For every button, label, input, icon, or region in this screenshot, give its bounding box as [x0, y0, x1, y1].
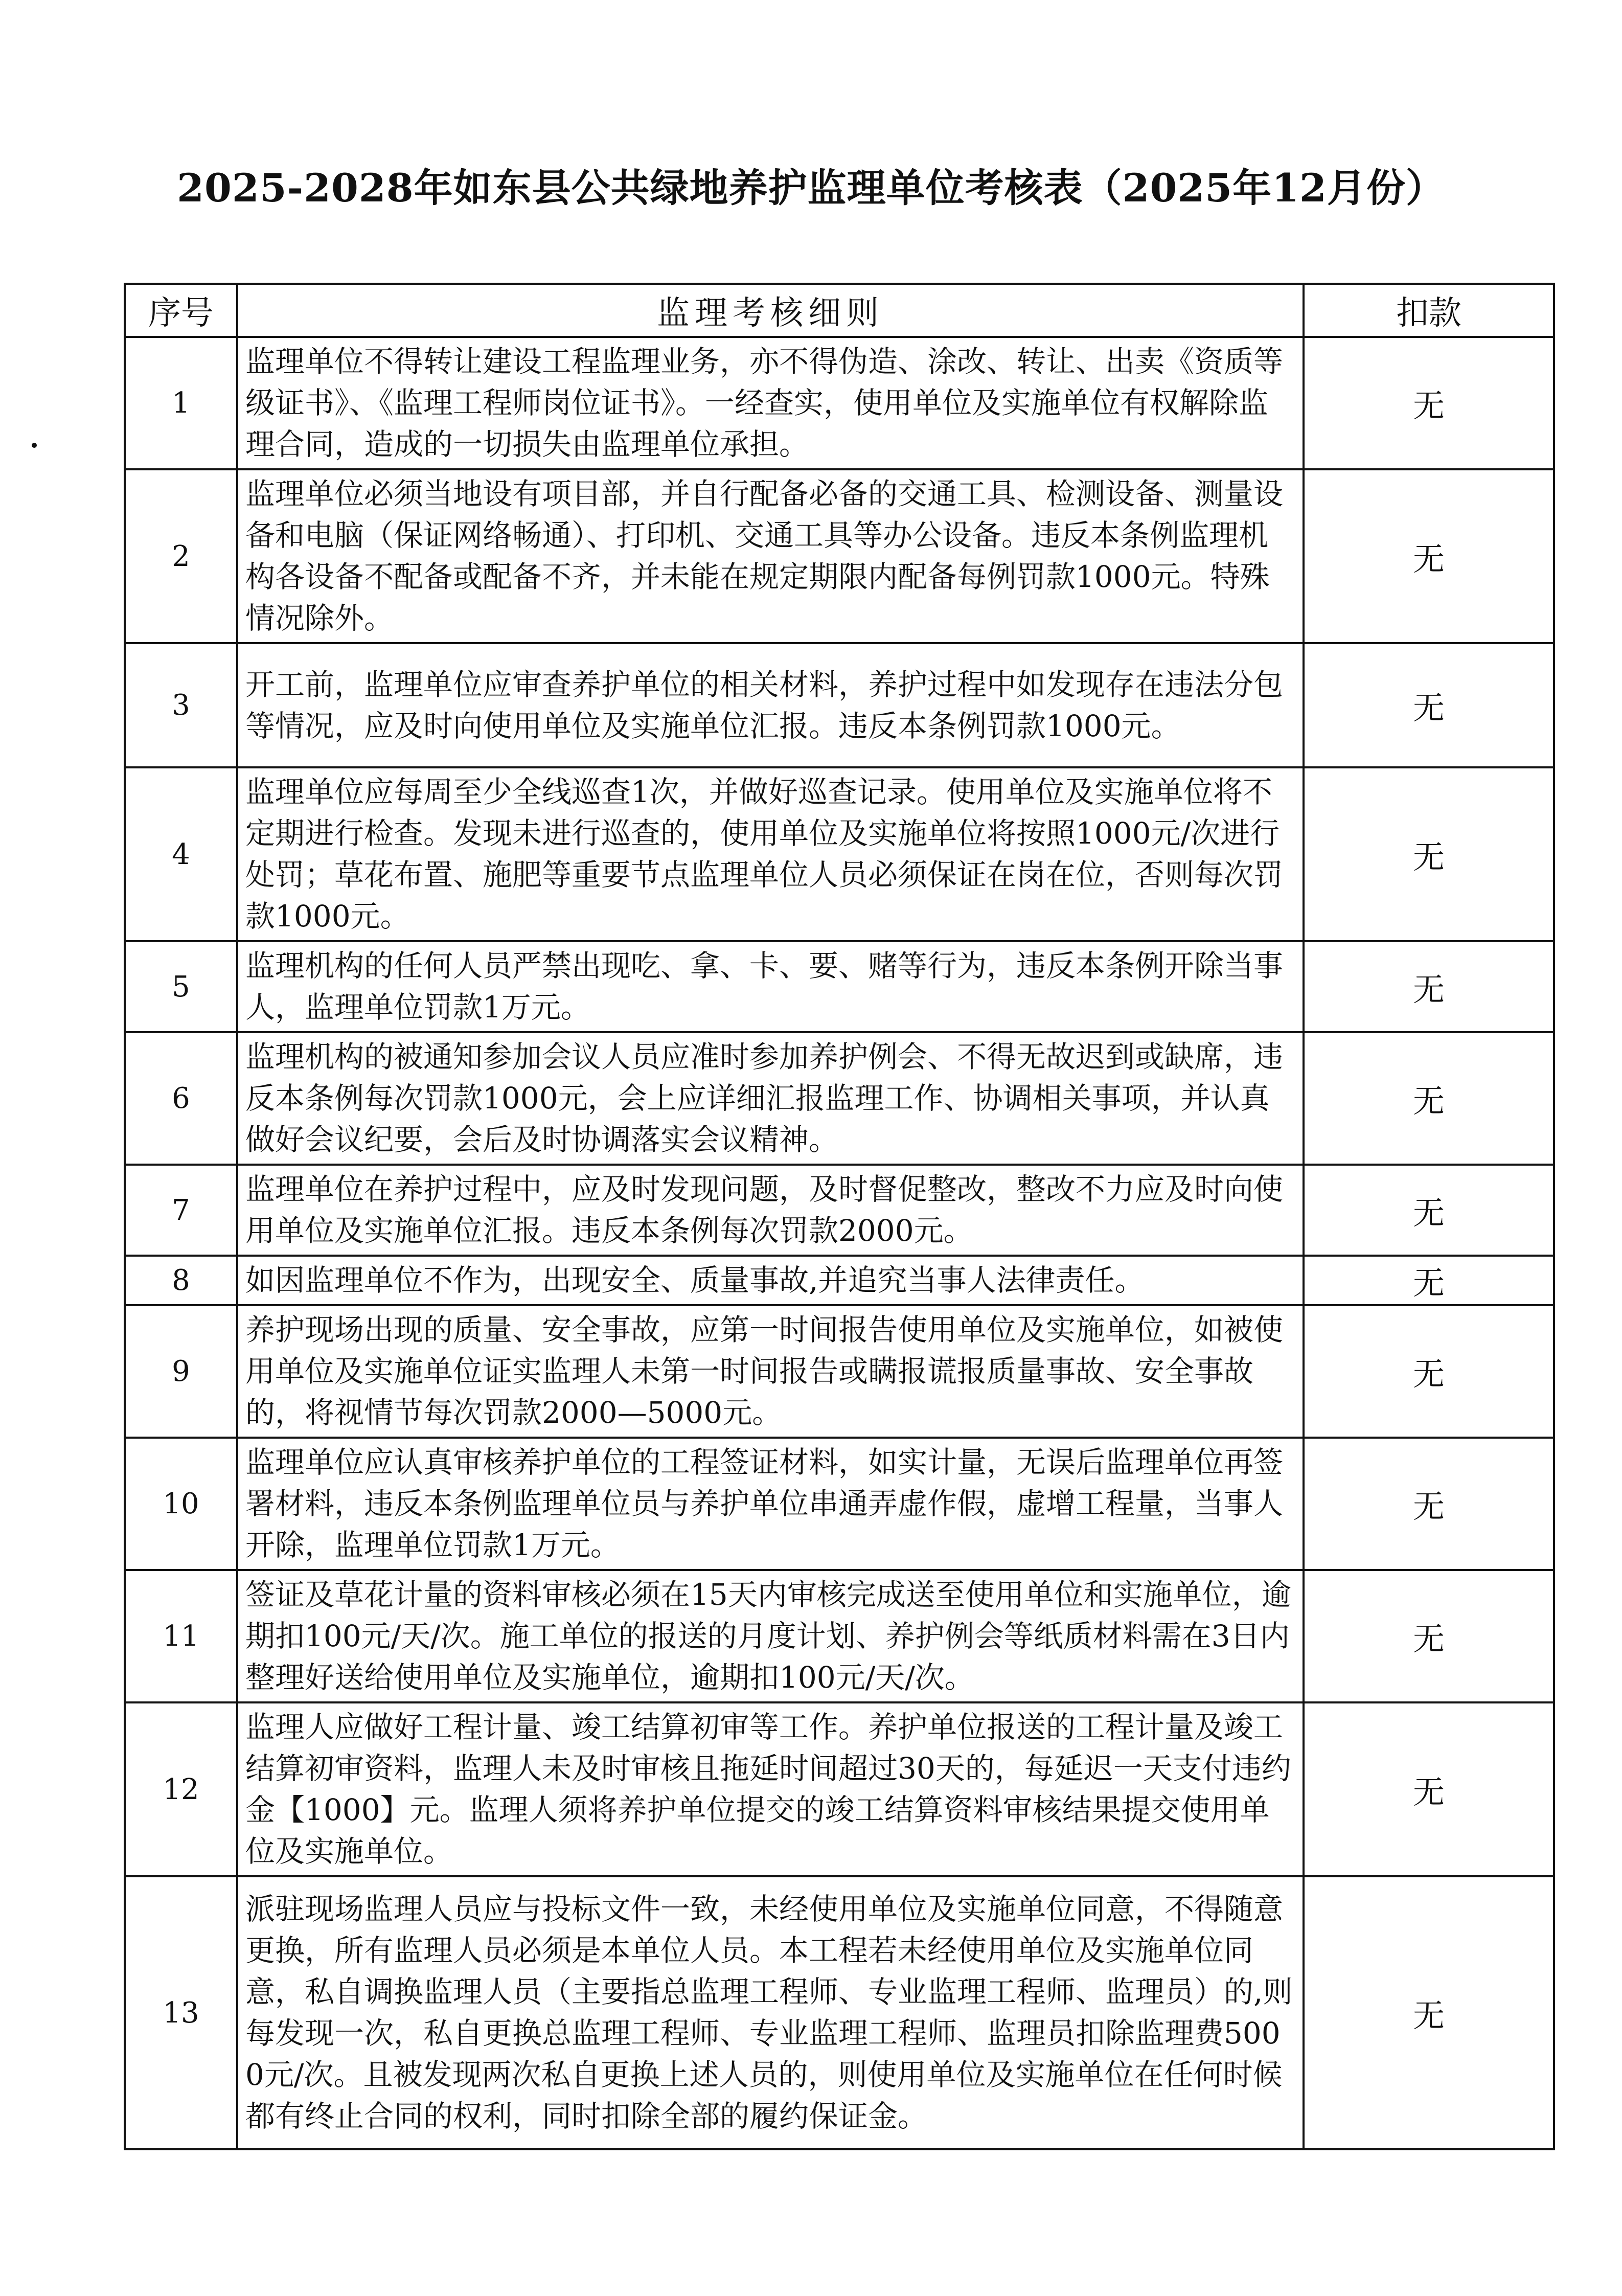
row-deduction: 无 [1304, 767, 1554, 941]
row-serial-number: 11 [125, 1570, 237, 1702]
row-serial-number: 10 [125, 1438, 237, 1570]
assessment-table [124, 283, 1555, 2150]
row-deduction: 无 [1304, 1438, 1554, 1570]
row-assessment-rule: 签证及草花计量的资料审核必须在15天内审核完成送至使用单位和实施单位，逾期扣100元/天/次。施工单位的报送的月度计划、养护例会等纸质材料需在3日内整理好送给使用单位及实施单位，逾期扣100元/天/次。 [237, 1570, 1304, 1702]
row-serial-number: 13 [125, 1876, 237, 2149]
row-assessment-rule: 养护现场出现的质量、安全事故，应第一时间报告使用单位及实施单位，如被使用单位及实施单位证实监理人未第一时间报告或瞒报谎报质量事故、安全事故的，将视情节每次罚款2000—5000元。 [237, 1305, 1304, 1438]
row-assessment-rule: 监理单位在养护过程中，应及时发现问题，及时督促整改，整改不力应及时向使用单位及实施单位汇报。违反本条例每次罚款2000元。 [237, 1165, 1304, 1256]
header-serial-number: 序号 [125, 284, 237, 337]
table-row-1 [125, 337, 1554, 469]
row-serial-number: 5 [125, 941, 237, 1032]
row-deduction: 无 [1304, 469, 1554, 643]
row-deduction: 无 [1304, 941, 1554, 1032]
row-deduction: 无 [1304, 1876, 1554, 2149]
row-assessment-rule: 监理单位应每周至少全线巡查1次，并做好巡查记录。使用单位及实施单位将不定期进行检查。发现未进行巡查的，使用单位及实施单位将按照1000元/次进行处罚；草花布置、施肥等重要节点监理单位人员必须保证在岗在位，否则每次罚款1000元。 [237, 767, 1304, 941]
row-deduction: 无 [1304, 1305, 1554, 1438]
row-deduction: 无 [1304, 1570, 1554, 1702]
table-row-3 [125, 643, 1554, 767]
table-header-row [125, 284, 1554, 337]
scan-artifact-dot [32, 443, 37, 448]
row-serial-number: 8 [125, 1256, 237, 1305]
row-assessment-rule: 监理机构的任何人员严禁出现吃、拿、卡、要、赌等行为，违反本条例开除当事人，监理单位罚款1万元。 [237, 941, 1304, 1032]
table-row-6 [125, 1032, 1554, 1165]
table-row-12 [125, 1702, 1554, 1876]
header-deduction: 扣款 [1304, 284, 1554, 337]
row-assessment-rule: 监理人应做好工程计量、竣工结算初审等工作。养护单位报送的工程计量及竣工结算初审资料，监理人未及时审核且拖延时间超过30天的，每延迟一天支付违约金【1000】元。监理人须将养护单位提交的竣工结算资料审核结果提交使用单位及实施单位。 [237, 1702, 1304, 1876]
table-body [125, 337, 1554, 2149]
row-serial-number: 9 [125, 1305, 237, 1438]
row-deduction: 无 [1304, 1256, 1554, 1305]
table-row-4 [125, 767, 1554, 941]
row-serial-number: 4 [125, 767, 237, 941]
row-deduction: 无 [1304, 643, 1554, 767]
table-row-9 [125, 1305, 1554, 1438]
document-title: 2025-2028年如东县公共绿地养护监理单位考核表（2025年12月份） [177, 165, 1445, 211]
row-serial-number: 1 [125, 337, 237, 469]
row-serial-number: 12 [125, 1702, 237, 1876]
row-assessment-rule: 监理单位不得转让建设工程监理业务，亦不得伪造、涂改、转让、出卖《资质等级证书》、《监理工程师岗位证书》。一经查实，使用单位及实施单位有权解除监理合同，造成的一切损失由监理单位承担。 [237, 337, 1304, 469]
row-serial-number: 6 [125, 1032, 237, 1165]
row-assessment-rule: 监理单位必须当地设有项目部，并自行配备必备的交通工具、检测设备、测量设备和电脑（保证网络畅通）、打印机、交通工具等办公设备。违反本条例监理机构各设备不配备或配备不齐，并未能在规定期限内配备每例罚款1000元。特殊情况除外。 [237, 469, 1304, 643]
table-row-2 [125, 469, 1554, 643]
row-deduction: 无 [1304, 1165, 1554, 1256]
row-serial-number: 2 [125, 469, 237, 643]
row-assessment-rule: 监理机构的被通知参加会议人员应准时参加养护例会、不得无故迟到或缺席，违反本条例每次罚款1000元，会上应详细汇报监理工作、协调相关事项，并认真做好会议纪要，会后及时协调落实会议精神。 [237, 1032, 1304, 1165]
row-deduction: 无 [1304, 1702, 1554, 1876]
table-row-8 [125, 1256, 1554, 1305]
row-deduction: 无 [1304, 337, 1554, 469]
table-row-11 [125, 1570, 1554, 1702]
row-serial-number: 3 [125, 643, 237, 767]
header-assessment-rules: 监理考核细则 [237, 284, 1304, 337]
table-row-10 [125, 1438, 1554, 1570]
row-assessment-rule: 派驻现场监理人员应与投标文件一致，未经使用单位及实施单位同意，不得随意更换，所有监理人员必须是本单位人员。本工程若未经使用单位及实施单位同意，私自调换监理人员（主要指总监理工程师、专业监理工程师、监理员）的,则每发现一次，私自更换总监理工程师、专业监理工程师、监理员扣除监理费5000元/次。且被发现两次私自更换上述人员的，则使用单位及实施单位在任何时候都有终止合同的权利，同时扣除全部的履约保证金。 [237, 1876, 1304, 2149]
row-assessment-rule: 开工前，监理单位应审查养护单位的相关材料，养护过程中如发现存在违法分包等情况，应及时向使用单位及实施单位汇报。违反本条例罚款1000元。 [237, 643, 1304, 767]
row-assessment-rule: 监理单位应认真审核养护单位的工程签证材料，如实计量，无误后监理单位再签署材料，违反本条例监理单位员与养护单位串通弄虚作假，虚增工程量，当事人开除，监理单位罚款1万元。 [237, 1438, 1304, 1570]
row-deduction: 无 [1304, 1032, 1554, 1165]
table-row-13 [125, 1876, 1554, 2149]
row-serial-number: 7 [125, 1165, 237, 1256]
table-row-7 [125, 1165, 1554, 1256]
table-row-5 [125, 941, 1554, 1032]
row-assessment-rule: 如因监理单位不作为，出现安全、质量事故,并追究当事人法律责任。 [237, 1256, 1304, 1305]
